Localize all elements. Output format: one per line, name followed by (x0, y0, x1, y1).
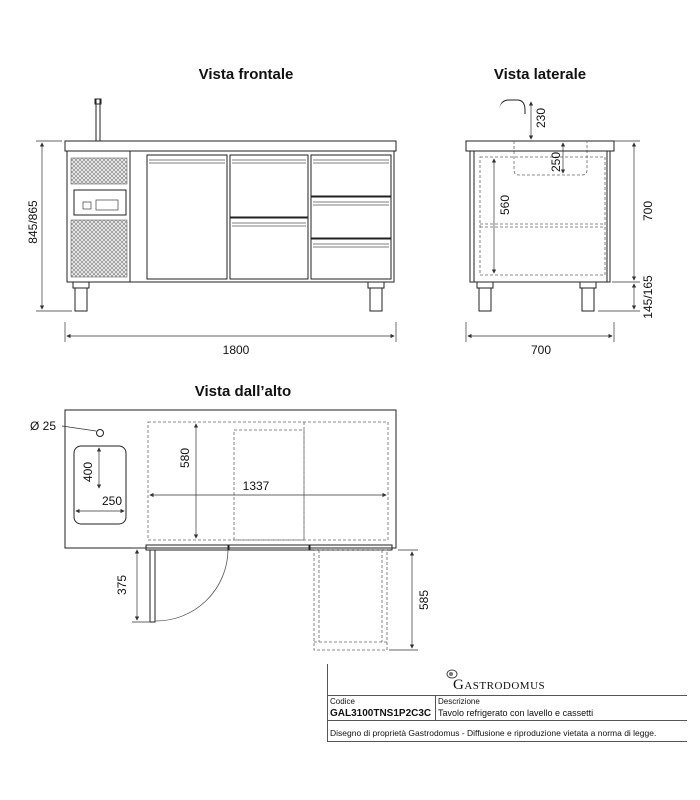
code-label: Codice (330, 697, 355, 706)
side-leg-left (477, 282, 493, 288)
top-hole-dim: Ø 25 (30, 419, 57, 433)
side-view-title: Vista laterale (493, 66, 587, 83)
front-leg-right (368, 282, 384, 288)
top-worktop (65, 410, 396, 548)
top-door-open (150, 550, 155, 622)
front-drawer-3c (311, 239, 391, 279)
code-value: GAL3100TNS1P2C3C (330, 708, 432, 719)
front-height-dim: 845/865 (26, 200, 40, 244)
front-door (147, 155, 227, 279)
front-drawer-2b (230, 218, 308, 279)
top-drawer-out (314, 550, 387, 650)
side-worktop (466, 141, 614, 151)
side-faucet-dim: 230 (534, 107, 548, 129)
front-faucet (96, 99, 100, 141)
front-width-dim: 1800 (222, 343, 250, 357)
top-inner-depth-dim: 580 (178, 447, 192, 469)
side-leg-right (580, 282, 596, 288)
front-view (26, 99, 396, 357)
top-sink-depth-dim: 400 (81, 461, 95, 483)
title-block (327, 664, 687, 742)
front-view-title: Vista frontale (198, 66, 294, 83)
top-inner-width-dim: 1337 (242, 479, 270, 493)
property-notice: Disegno di proprietà Gastrodomus - Diffusione e riproduzione vietata a norma di legge. (330, 728, 657, 738)
side-body (470, 151, 610, 282)
desc-label: Descrizione (438, 697, 480, 706)
front-grill-bottom (71, 220, 127, 277)
top-sink (74, 446, 126, 524)
side-inner-dim: 560 (498, 194, 512, 216)
top-view (30, 410, 431, 650)
top-view-title: Vista dall’alto (194, 383, 292, 400)
top-tap-hole (97, 430, 104, 437)
front-drawer-3a (311, 155, 391, 196)
side-basin-dim: 250 (549, 151, 563, 173)
top-sink-width-dim: 250 (101, 494, 123, 508)
brand-name: Gastrodomus (453, 677, 546, 693)
desc-value: Tavolo refrigerato con lavello e cassetti (438, 708, 594, 718)
top-drawer-out-dim: 585 (417, 589, 431, 611)
top-door-swing-arc (155, 550, 228, 621)
front-grill-top (71, 158, 127, 184)
side-height-dim: 700 (641, 200, 655, 222)
side-faucet (500, 100, 525, 141)
side-depth-dim: 700 (530, 343, 552, 357)
front-drawer-3b (311, 197, 391, 238)
front-drawer-2a (230, 155, 308, 217)
side-legs-dim: 145/165 (641, 275, 655, 319)
top-door-swing-dim: 375 (115, 574, 129, 596)
front-leg-left (73, 282, 89, 288)
side-view (466, 100, 655, 357)
front-worktop (65, 141, 396, 151)
